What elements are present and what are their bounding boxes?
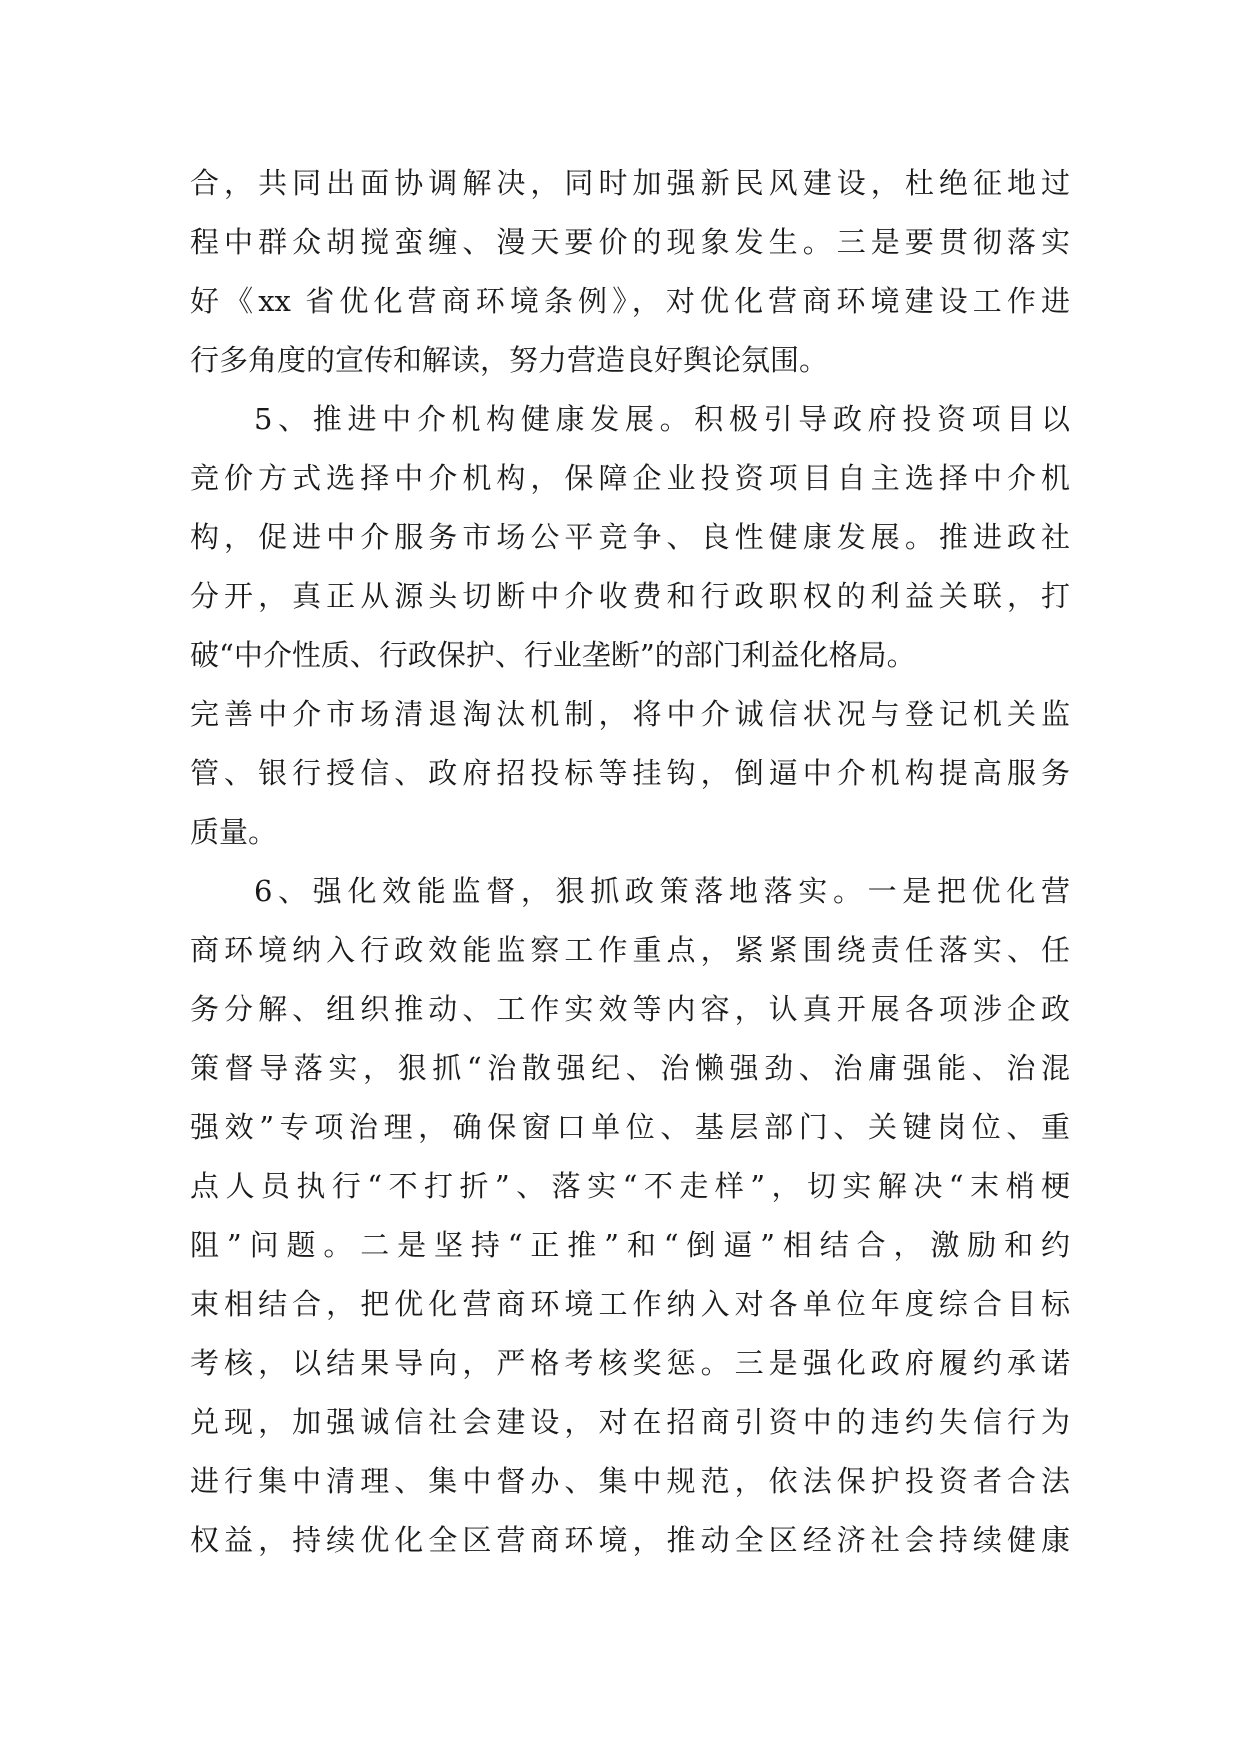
text-line: 权益，持续优化全区营商环境，推动全区经济社会持续健康	[190, 1523, 1070, 1557]
text-line: 进行集中清理、集中督办、集中规范，依法保护投资者合法	[190, 1464, 1070, 1498]
document-body	[190, 154, 1070, 1570]
paragraph-efficiency-supervision	[190, 862, 1070, 1570]
text-line: 兑现，加强诚信社会建设，对在招商引资中的违约失信行为	[190, 1405, 1070, 1439]
text-line: 好《xx 省优化营商环境条例》，对优化营商环境建设工作进	[190, 284, 1070, 318]
text-line: 束相结合，把优化营商环境工作纳入对各单位年度综合目标	[190, 1287, 1070, 1321]
text-line: 6、强化效能监督，狠抓政策落地落实。一是把优化营	[254, 874, 1070, 908]
text-line: 考核，以结果导向，严格考核奖惩。三是强化政府履约承诺	[190, 1346, 1070, 1380]
text-line: 构，促进中介服务市场公平竞争、良性健康发展。推进政社	[190, 520, 1070, 554]
text-line: 策督导落实，狠抓“治散强纪、治懒强劲、治庸强能、治混	[190, 1051, 1070, 1085]
text-line: 合，共同出面协调解决，同时加强新民风建设，杜绝征地过	[190, 166, 1070, 200]
text-line: 行多角度的宣传和解读，努力营造良好舆论氛围。	[190, 343, 829, 377]
text-line: 管、银行授信、政府招投标等挂钩，倒逼中介机构提高服务	[190, 756, 1070, 790]
text-line: 破“中介性质、行政保护、行业垄断”的部门利益化格局。	[190, 638, 916, 672]
text-line: 点人员执行“不打折”、落实“不走样”，切实解决“末梢梗	[190, 1169, 1070, 1203]
text-line: 竞价方式选择中介机构，保障企业投资项目自主选择中介机	[190, 461, 1070, 495]
text-line: 完善中介市场清退淘汰机制，将中介诚信状况与登记机关监	[190, 697, 1070, 731]
text-line: 务分解、组织推动、工作实效等内容，认真开展各项涉企政	[190, 992, 1070, 1026]
text-line: 阻”问题。二是坚持“正推”和“倒逼”相结合，激励和约	[190, 1228, 1070, 1262]
text-line: 商环境纳入行政效能监察工作重点，紧紧围绕责任落实、任	[190, 933, 1070, 967]
text-line: 分开，真正从源头切断中介收费和行政职权的利益关联，打	[190, 579, 1070, 613]
text-line: 5、推进中介机构健康发展。积极引导政府投资项目以	[254, 402, 1070, 436]
text-line: 强效”专项治理，确保窗口单位、基层部门、关键岗位、重	[190, 1110, 1070, 1144]
text-line: 程中群众胡搅蛮缠、漫天要价的现象发生。三是要贯彻落实	[190, 225, 1070, 259]
text-line: 质量。	[190, 815, 278, 849]
paragraph-intermediary-agencies	[190, 390, 1070, 862]
paragraph-continuation	[190, 154, 1070, 390]
